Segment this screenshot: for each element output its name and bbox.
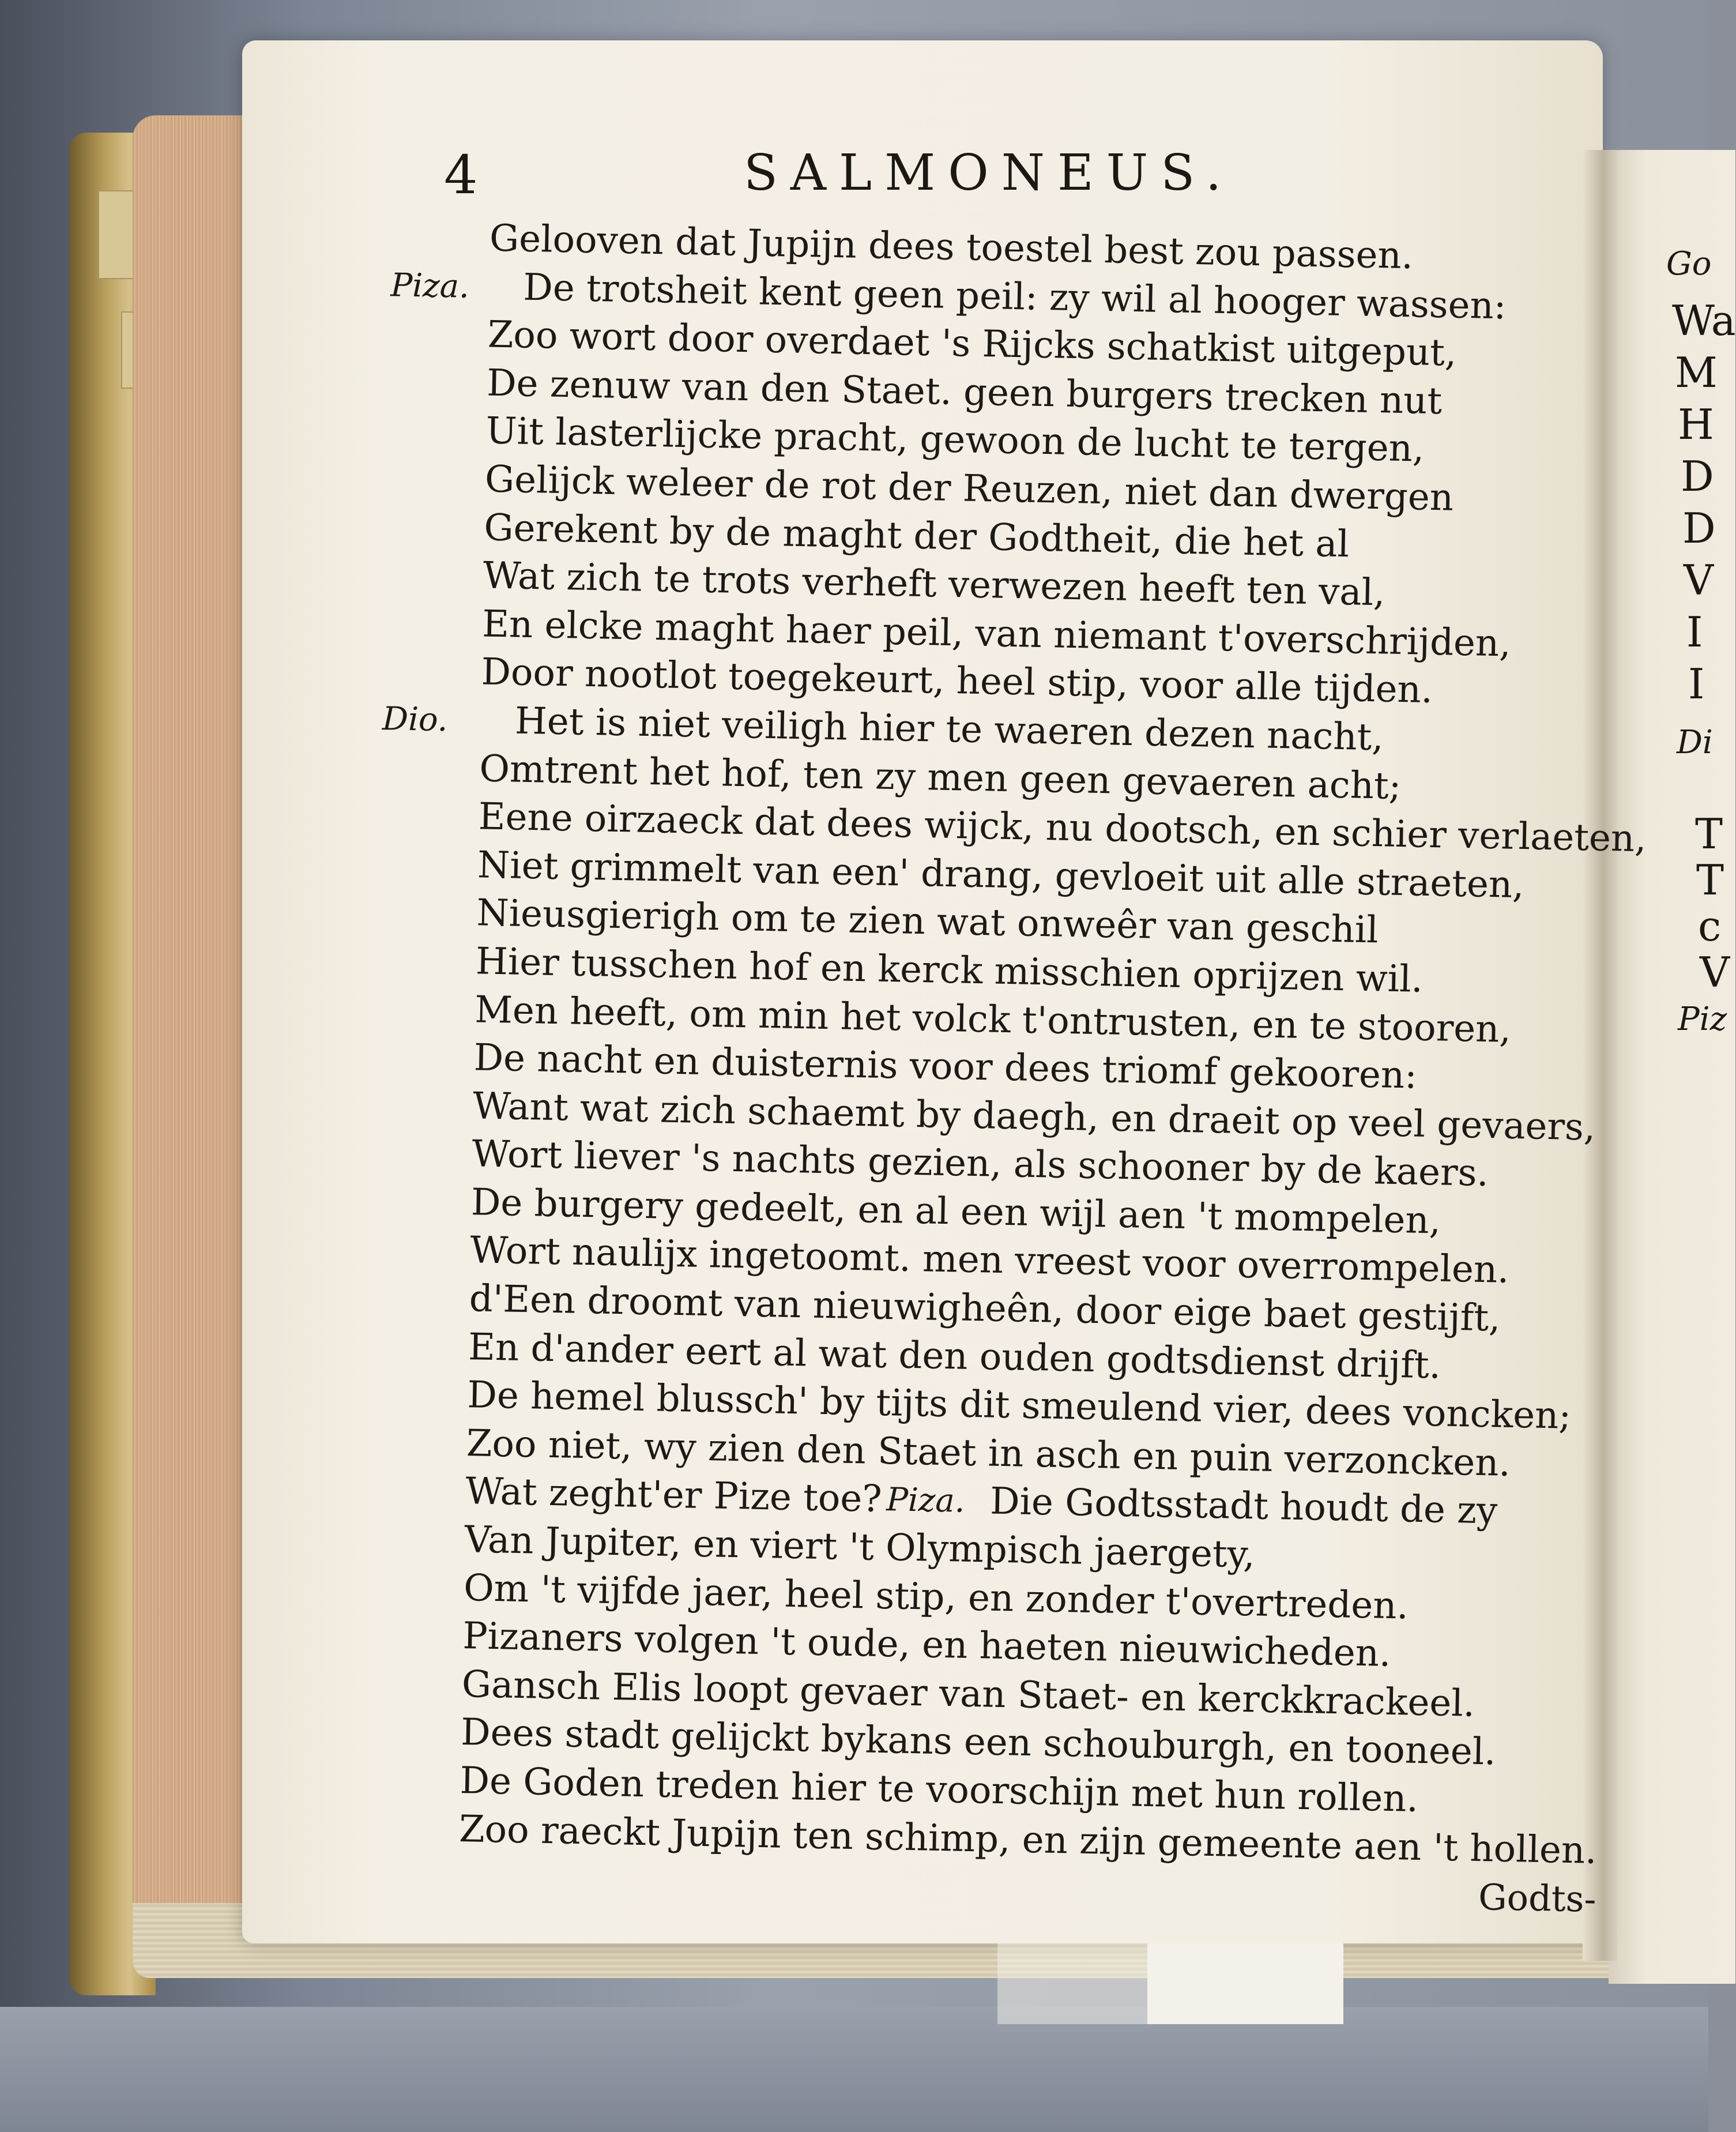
- verse-line-text: De nacht en duisternis voor dees triomf gekooren:: [473, 1036, 1418, 1097]
- verse-line-text: De zenuw van den Staet. geen burgers trecken nut: [486, 362, 1443, 423]
- verse-line-text: Dees stadt gelijckt bykans een schouburgh, en tooneel.: [460, 1711, 1497, 1774]
- verse-line-text: Nieusgierigh om te zien wat onweêr van geschil: [476, 892, 1379, 952]
- verse-line-text: Die Godtsstadt houdt de zy: [989, 1480, 1498, 1533]
- speaker-name: Dio.: [382, 700, 449, 739]
- verse-line-text: Gansch Elis loopt gevaer van Staet- en kerckkrackeel.: [461, 1663, 1475, 1725]
- verse-line-text: Hier tusschen hof en kerck misschien oprijzen wil.: [475, 940, 1424, 1001]
- verse-line-text: Want wat zich schaemt by daegh, en draeit op veel gevaers,: [472, 1084, 1596, 1149]
- verse-line-text: Wat zich te trots verheft verwezen heeft ten val,: [483, 554, 1386, 615]
- page-header: [444, 144, 1395, 208]
- facing-page-fragment: V: [1684, 556, 1714, 604]
- verse-line-text: Gerekent by de maght der Godtheit, die het al: [483, 506, 1350, 566]
- verse-line-text: Pizaners volgen 't oude, en haeten nieuwicheden.: [462, 1615, 1392, 1676]
- catchword: Godts-: [1478, 1876, 1597, 1921]
- facing-page-fragment: I: [1686, 608, 1703, 656]
- background-cloth-lower: [0, 2007, 1708, 2132]
- verse-line-text: Omtrent het hof, ten zy men geen gevaeren acht;: [479, 747, 1402, 808]
- facing-page-fragment: T: [1695, 810, 1723, 858]
- page-number: 4: [444, 144, 478, 206]
- facing-page-fragment: T: [1696, 856, 1724, 904]
- verse-line-text: Zoo wort door overdaet 's Rijcks schatkist uitgeput,: [487, 313, 1457, 375]
- verse-line-text: Wort liever 's nachts gezien, als schooner by de kaers.: [471, 1133, 1489, 1195]
- facing-page-fragment: D: [1682, 504, 1716, 552]
- speaker-name: Piza.: [390, 266, 470, 306]
- verse-line-text: Om 't vijfde jaer, heel stip, en zonder t'overtreden.: [463, 1566, 1409, 1628]
- verse-line-text: Niet grimmelt van een' drang, gevloeit uit alle straeten,: [477, 844, 1525, 907]
- verse-line-text: En elcke maght haer peil, van niemant t'overschrijden,: [481, 603, 1512, 665]
- running-head: SALMONEUS.: [744, 144, 1234, 202]
- verse-line-text: Zoo niet, wy zien den Staet in asch en puin verzoncken.: [466, 1422, 1511, 1485]
- scan-mark: [1147, 1943, 1343, 2024]
- facing-page-fragment: M: [1675, 348, 1718, 397]
- facing-page-fragment: Go: [1666, 245, 1712, 283]
- verse-line-text: De Goden treden hier te voorschijn met hun rollen.: [460, 1759, 1419, 1821]
- facing-page-fragment: V: [1700, 948, 1730, 997]
- facing-page-fragment: c: [1698, 902, 1722, 950]
- facing-page-fragment: D: [1681, 452, 1714, 501]
- verse-line-text: Het is niet veiligh hier te waeren dezen nacht,: [514, 700, 1384, 759]
- verse-line-text: Zoo raeckt Jupijn ten schimp, en zijn gemeente aen 't hollen.: [458, 1807, 1598, 1872]
- verse-block: [382, 213, 1647, 1924]
- speaker-name: Piza.: [886, 1481, 966, 1521]
- verse-line-text: Wat zeght'er Pize toe?: [465, 1470, 883, 1521]
- verse-line-text: Eene oirzaeck dat dees wijck, nu dootsch, en schier verlaeten,: [478, 795, 1647, 861]
- facing-page-fragment: Piz: [1678, 1001, 1727, 1038]
- facing-page-fragment: Wa: [1672, 296, 1736, 345]
- facing-page: [1609, 150, 1735, 1984]
- verse-line-text: Men heeft, om min het volck t'ontrusten, en te stooren,: [474, 988, 1512, 1051]
- facing-page-fragment: I: [1688, 660, 1705, 708]
- verse-line-text: Door nootlot toegekeurt, heel stip, voor alle tijden.: [481, 650, 1433, 712]
- verse-line-text: Gelooven dat Jupijn dees toestel best zou passen.: [489, 217, 1414, 278]
- verse-line-text: Wort naulijx ingetoomt. men vreest voor overrompelen.: [469, 1229, 1510, 1292]
- verse-line-text: En d'ander eert al wat den ouden godtsdienst drijft.: [468, 1325, 1441, 1388]
- facing-page-fragment: H: [1678, 400, 1714, 449]
- scan-mark: [997, 1943, 1147, 2024]
- verse-line-text: De trotsheit kent geen peil: zy wil al hooger wassen:: [522, 266, 1507, 328]
- verse-line-text: De hemel blussch' by tijts dit smeulend vier, dees voncken;: [466, 1374, 1572, 1438]
- verse-line-text: Van Jupiter, en viert 't Olympisch jaergety,: [464, 1518, 1256, 1577]
- facing-page-fragment: Di: [1677, 724, 1713, 761]
- verse-line-text: Uit lasterlijcke pracht, gewoon de lucht te tergen,: [485, 409, 1425, 471]
- verse-line-text: Gelijck weleer de rot der Reuzen, niet dan dwergen: [484, 458, 1454, 520]
- verse-line-text: De burgery gedeelt, en al een wijl aen 't mompelen,: [470, 1181, 1441, 1243]
- verse-line-text: d'Een droomt van nieuwigheên, door eige baet gestijft,: [469, 1277, 1501, 1340]
